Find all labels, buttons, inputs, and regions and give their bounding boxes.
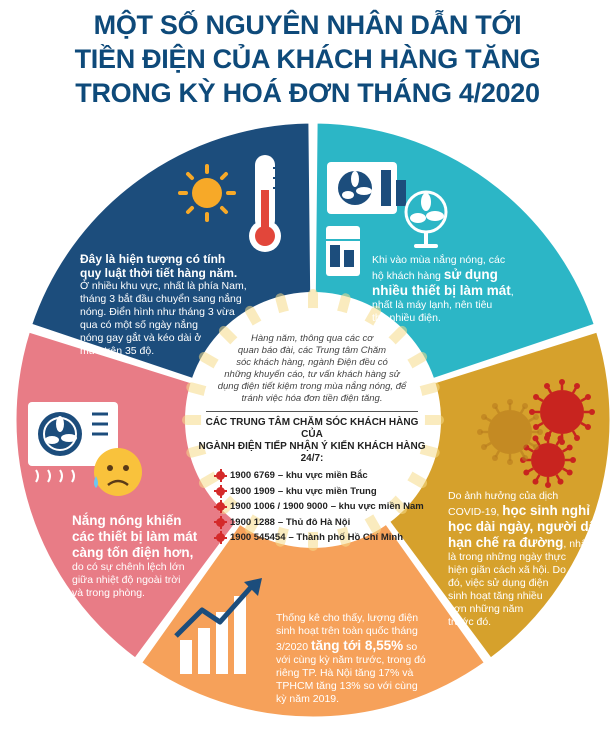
hotline-number: 1900 1909 bbox=[230, 485, 275, 497]
center-intro-4: dụng điện tiết kiệm trong mùa nắng nóng, để bbox=[217, 381, 407, 392]
virus-spike-tip bbox=[533, 479, 539, 485]
virus-spike-tip bbox=[545, 432, 551, 438]
virus-spike-tip bbox=[558, 479, 564, 485]
center-info bbox=[198, 333, 426, 546]
center-intro-0: Hàng năm, thông qua các cơ bbox=[251, 333, 373, 344]
heat-bold-0: Nắng nóng khiến bbox=[72, 513, 182, 528]
stats-body-1: riêng TP. Hà Nội tăng 17% và bbox=[276, 667, 414, 679]
virus-spike-tip bbox=[477, 429, 483, 435]
hotline-number: 1900 545454 bbox=[230, 532, 286, 543]
weather-body-1: tháng 3 bắt đầu chuyển sang nắng bbox=[80, 293, 242, 305]
center-divider bbox=[206, 411, 418, 412]
heat-bold-1: các thiết bị làm mát bbox=[72, 529, 198, 544]
hotline-item[interactable] bbox=[198, 499, 426, 515]
virus-spike-tip bbox=[545, 482, 551, 488]
hotline-area: – Thủ đô Hà Nội bbox=[277, 516, 351, 528]
stats-line-3-post: so bbox=[403, 641, 418, 653]
weather-body-2: nóng. Điển hình như tháng 3 vừa bbox=[80, 306, 235, 318]
hotline-number: 1900 1288 bbox=[230, 516, 275, 528]
stats-line-2: sinh hoạt trên toàn quốc tháng bbox=[276, 625, 418, 637]
virus-body bbox=[488, 410, 532, 454]
stats-body-0: với cùng kỳ năm trước, trong đó bbox=[276, 654, 426, 666]
virus-spike-tip bbox=[492, 455, 498, 461]
hotline-area: – khu vực miền Bắc bbox=[277, 470, 368, 481]
virus-spike-tip bbox=[574, 383, 580, 389]
covid-body-0: là trong những ngày thực bbox=[448, 551, 566, 563]
cooling-line-2 bbox=[372, 267, 572, 283]
cooling-line-4: nhất là máy lạnh, nên tiêu bbox=[372, 299, 493, 311]
virus-spike-tip bbox=[533, 424, 539, 430]
hotline-heading-2: NGÀNH ĐIỆN TIẾP NHẬN Ý KIẾN KHÁCH HÀNG 24/7: bbox=[198, 441, 426, 464]
virus-spike-tip bbox=[507, 399, 513, 405]
hotline-item[interactable] bbox=[198, 515, 426, 531]
stats-body-2: TPHCM tăng 13% so với cùng bbox=[276, 680, 418, 692]
hotline-item[interactable] bbox=[198, 484, 426, 500]
segment-cooling-text bbox=[372, 254, 572, 325]
virus-spike-tip bbox=[567, 445, 573, 451]
fridge-icon bbox=[326, 226, 360, 276]
covid-line-1: Do ảnh hưởng của dịch bbox=[448, 490, 559, 502]
virus-bullet-icon bbox=[216, 518, 225, 527]
sun-ray bbox=[280, 298, 284, 312]
center-intro bbox=[198, 333, 426, 405]
virus-spike-tip bbox=[533, 394, 539, 400]
cooling-line-2-bold: sử dụng bbox=[443, 267, 498, 282]
virus-spike-tip bbox=[585, 424, 591, 430]
covid-body-4: hơn những năm bbox=[448, 603, 524, 615]
virus-spike-tip bbox=[533, 444, 539, 450]
covid-body-5: trước đó. bbox=[448, 616, 492, 628]
covid-line-4-bold: hạn chế ra đường bbox=[448, 535, 564, 550]
hotline-number: 1900 1006 / 1900 9000 bbox=[230, 501, 328, 512]
title-line-1: MỘT SỐ NGUYÊN NHÂN DẪN TỚI bbox=[93, 10, 522, 40]
center-intro-1: quan báo đài, các Trung tâm Chăm bbox=[237, 345, 387, 356]
virus-spike-tip bbox=[585, 394, 591, 400]
virus-bullet-icon bbox=[216, 533, 225, 542]
covid-line-4-post: , nhất bbox=[563, 538, 590, 550]
virus-spike-tip bbox=[589, 409, 595, 415]
weather-bold-2: quy luật thời tiết hàng năm. bbox=[80, 266, 238, 280]
covid-body-2: đó, việc sử dụng điện bbox=[448, 577, 549, 589]
heat-bold-2: càng tốn điện hơn, bbox=[72, 545, 194, 560]
stats-line-3-bold: tăng tới 8,55% bbox=[311, 638, 404, 653]
virus-spike-tip bbox=[529, 409, 535, 415]
cooling-line-5: thụ nhiều điện. bbox=[372, 312, 441, 324]
heat-body-1: giữa nhiệt độ ngoài trời bbox=[72, 574, 181, 586]
covid-body-1: hiện giãn cách xã hội. Do bbox=[448, 564, 566, 576]
virus-spike-tip bbox=[507, 459, 513, 465]
hotline-area: – Thành phố Hồ Chí Minh bbox=[288, 532, 403, 543]
virus-spike-tip bbox=[574, 435, 580, 441]
weather-bold-1: Đây là hiện tượng có tính bbox=[80, 252, 226, 266]
weather-body-4: nóng gay gắt và kéo dài ở bbox=[80, 332, 202, 344]
title-line-3: TRONG KỲ HOÁ ĐƠN THÁNG 4/2020 bbox=[75, 78, 540, 108]
virus-body bbox=[540, 390, 584, 434]
center-intro-3: những khuyến cáo, tư vấn khách hàng sử bbox=[224, 369, 400, 380]
center-intro-2: sóc khách hàng, ngành Điện đều có bbox=[236, 357, 388, 368]
stats-line-1: Thống kê cho thấy, lượng điện bbox=[276, 612, 419, 624]
covid-line-2-bold: học sinh nghỉ bbox=[502, 503, 591, 518]
virus-spike-tip bbox=[544, 383, 550, 389]
air-conditioner-icon bbox=[327, 162, 406, 214]
virus-spike-tip bbox=[559, 379, 565, 385]
virus-spike-tip bbox=[481, 414, 487, 420]
hotline-number: 1900 6769 bbox=[230, 470, 275, 481]
stats-line-3-pre: 3/2020 bbox=[276, 641, 312, 653]
covid-line-2-pre: COVID-19, bbox=[448, 506, 503, 518]
weather-body-0: Ở nhiều khu vực, nhất là phía Nam, bbox=[80, 280, 247, 292]
virus-spike-tip bbox=[533, 435, 539, 441]
virus-spike-tip bbox=[570, 457, 576, 463]
virus-spike-tip bbox=[533, 414, 539, 420]
virus-bullet-icon bbox=[216, 502, 225, 511]
virus-spike-tip bbox=[522, 455, 528, 461]
center-intro-5: tránh việc hóa đơn tiền điện tăng. bbox=[241, 393, 383, 404]
hotline-heading-1: CÁC TRUNG TÂM CHĂM SÓC KHÁCH HÀNG CỦA bbox=[205, 417, 419, 440]
cooling-line-3-post: , bbox=[510, 286, 514, 298]
weather-body-5: mức trên 35 độ. bbox=[80, 345, 155, 357]
hotline-area: – khu vực miền Trung bbox=[277, 485, 377, 497]
cooling-line-1: Khi vào mùa nắng nóng, các bbox=[372, 254, 506, 266]
virus-spike-tip bbox=[481, 444, 487, 450]
sweating-face-icon bbox=[94, 448, 142, 496]
hotline-item[interactable] bbox=[198, 530, 426, 546]
covid-line-3-bold: học dài ngày, người dân bbox=[448, 519, 605, 534]
virus-spike-tip bbox=[567, 470, 573, 476]
covid-body-3: sinh hoạt tăng nhiều bbox=[448, 590, 543, 602]
virus-spike-tip bbox=[492, 403, 498, 409]
cooling-line-3-bold: nhiều thiết bị làm mát bbox=[372, 283, 511, 298]
segment-statistics-text bbox=[276, 612, 476, 706]
virus-spike-tip bbox=[523, 470, 529, 476]
cooling-line-2-pre: hộ khách hàng bbox=[372, 270, 444, 282]
hotline-item[interactable] bbox=[198, 468, 426, 484]
segment-covid-text bbox=[448, 490, 608, 629]
heat-body-0: do có sự chênh lệch lớn bbox=[72, 561, 185, 573]
heat-body-2: và trong phòng. bbox=[72, 587, 145, 599]
virus-bullet-icon bbox=[216, 471, 225, 480]
virus-spike-tip bbox=[537, 429, 543, 435]
virus-bullet-icon bbox=[216, 487, 225, 496]
stats-body-3: kỳ năm 2019. bbox=[276, 693, 340, 705]
virus-spike-tip bbox=[522, 403, 528, 409]
title-line-2: TIỀN ĐIỆN CỦA KHÁCH HÀNG TĂNG bbox=[74, 44, 541, 74]
sun-ray bbox=[342, 298, 346, 312]
virus-spike-tip bbox=[558, 435, 564, 441]
weather-body-3: qua có một số ngày nắng bbox=[80, 319, 198, 331]
hotline-area: – khu vực miền Nam bbox=[330, 501, 424, 512]
